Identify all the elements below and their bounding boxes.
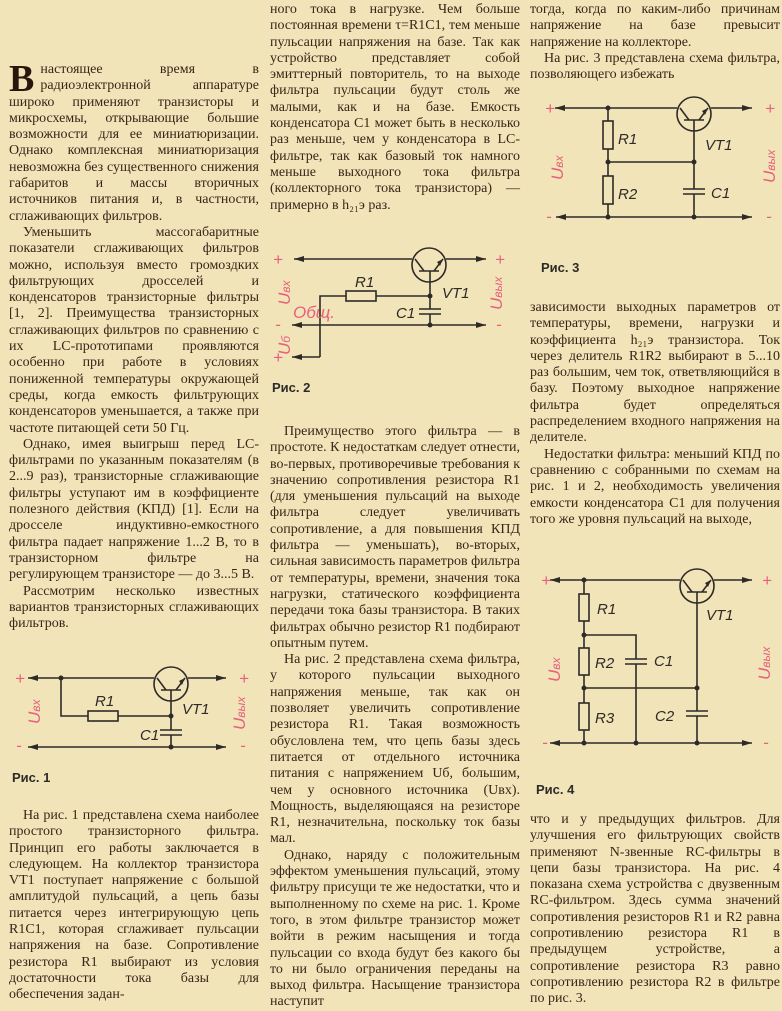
- paragraph: На рис. 3 представлена схема фильтра, позволяющего избежать: [530, 50, 780, 83]
- paragraph: зависимости выходных параметров от температуры, времени, нагрузки и коэффициента h₂₁э транзистора. Ток через делитель R1R2 выбирают в 5...10 раз большим, чем ток, ответвляющийся в базу. Поэтому выходное напряжение фильтра будет определяться распределением входного напряжения на делителе.: [530, 300, 780, 446]
- c1-label: C1: [396, 305, 416, 322]
- paragraph: Однако, имея выигрыш перед LC-фильтрами по указанным показателям (в 2...9 раз), транзисторные сглаживающие фильтры уступают им в коэффициенте полезного действия (КПД) [1]. Если на дросселе индуктивно-емкостного фильтра падает напряжение 1...2 В, то в транзисторном фильтре на регулирующем транзисторе — до 3...5 В.: [9, 436, 259, 583]
- figure-2-caption: Рис. 2: [272, 380, 311, 395]
- figure-2-schematic: [272, 248, 506, 395]
- plus-label: +: [273, 348, 283, 367]
- c1-label: C1: [711, 185, 731, 202]
- figure-4-caption: Рис. 4: [536, 782, 575, 797]
- minus-label: -: [240, 736, 246, 755]
- resistor-r3: [579, 703, 589, 730]
- resistor-r2: [603, 176, 613, 204]
- junction: [582, 633, 587, 638]
- junction: [606, 160, 611, 165]
- junction: [606, 106, 611, 111]
- plus-label: +: [239, 669, 249, 688]
- paragraph-text: настоящее время в радиоэлектронной аппаратуре широко применяют транзисторы и микросхемы, открывающие большие возможности для ее миниатюризации. Однако комплексная миниатюризация невозможна без существенного снижения габаритов и массы вторичных источников питания и, в частности, сглаживающих фильтров.: [9, 62, 259, 224]
- junction: [582, 741, 587, 746]
- paragraph: На рис. 1 представлена схема наиболее простого транзисторного фильтра. Принцип его работы заключается в следующем. На коллектор транзистора VT1 поступает напряжение с большой амплитудой пульсаций, а цепь базы питается через интегрирующую цепь R1C1, которая сглаживает пульсации напряжения на базе. Сопротивление резистора R1 выбирают из условия достаточности тока базы для обеспечения задан-: [9, 808, 259, 1003]
- output-voltage-label: Uвых: [755, 646, 774, 680]
- input-voltage-label: Uвх: [548, 155, 567, 180]
- figure-1-caption: Рис. 1: [12, 770, 51, 785]
- paragraph: Рассмотрим несколько известных вариантов транзисторных сглаживающих фильтров.: [9, 583, 259, 632]
- plus-label: +: [15, 669, 25, 688]
- vt1-label: VT1: [442, 285, 470, 302]
- plus-label: +: [545, 99, 555, 118]
- paragraph: Уменьшить массогабаритные показатели сглаживающих фильтров можно, используя вместо громоздких фильтрующих дросселей и конденсаторов транзисторные фильтры [1, 2]. Преимущества транзисторных сглаживающих фильтров по сравнению с их LC-прототипами проявляются особенно при работе в условиях пониженной температуры окружающей среды, когда емкость фильтрующих конденсаторов уменьшается, а также при частоте питающей сети 50 Гц.: [9, 224, 259, 436]
- junction: [169, 714, 174, 719]
- minus-label: -: [763, 733, 769, 752]
- junction: [582, 578, 587, 583]
- minus-label: -: [16, 736, 22, 755]
- input-voltage-label: Uвх: [545, 657, 564, 682]
- junction: [695, 686, 700, 691]
- output-voltage-label: Uвых: [760, 149, 779, 183]
- base-voltage-label: Uб: [275, 335, 294, 355]
- vt1-label: VT1: [705, 137, 733, 154]
- resistor-r2: [579, 648, 589, 675]
- vt1-label: VT1: [706, 607, 734, 624]
- junction: [169, 745, 174, 750]
- r2-label: R2: [618, 186, 638, 203]
- resistor-r1: [346, 291, 376, 301]
- c2-label: C2: [655, 708, 675, 725]
- drop-cap: В: [9, 58, 35, 100]
- r3-label: R3: [595, 710, 615, 727]
- output-voltage-label: Uвых: [230, 696, 249, 730]
- junction: [695, 741, 700, 746]
- plus-label: +: [495, 250, 505, 269]
- figure-3-caption: Рис. 3: [541, 260, 580, 275]
- minus-label: -: [275, 315, 281, 334]
- minus-label: -: [766, 207, 772, 226]
- paragraph: Недостатки фильтра: меньший КПД по сравнению с собранными по схемам на рис. 1 и 2, необходимость увеличения емкости конденсатора C1 для получения того же уровня пульсаций на выходе,: [530, 446, 780, 527]
- common-label: Общ.: [293, 303, 335, 322]
- input-voltage-label: Uвх: [275, 280, 294, 305]
- paragraph: Однако, наряду с положительным эффектом уменьшения пульсаций, этому фильтру присущи те же недостатки, что и выполненному по схеме на рис. 1. Кроме того, в этом фильтре транзистор может войти в режим насыщения и тогда пульсации со входа будут без какого бы то ни было ограничения переданы на выход фильтра. Насыщение транзистора наступит: [270, 847, 520, 1010]
- resistor-r1: [579, 594, 589, 621]
- junction: [428, 323, 433, 328]
- paragraph: что и у предыдущих фильтров. Для улучшения его фильтрующих свойств применяют N-звенные RC-фильтры в цепи базы транзистора. На рис. 4 показана схема устройства с двузвенным RC-фильтром. Здесь сумма значений сопротивления резисторов R1 и R2 равна сопротивлению резистора R1 в предыдущем устройстве, а сопротивление резистора R3 равно сопротивлению резистора R2 в фильтре по рис. 3.: [530, 812, 780, 1007]
- r2-label: R2: [595, 655, 615, 672]
- junction: [634, 741, 639, 746]
- junction: [59, 676, 64, 681]
- paragraph: ного тока в нагрузке. Чем больше постоянная времени τ=R1C1, тем меньше пульсации напряжения на базе. Так как устройство представляет собой эмиттерный повторитель, то на выходе фильтра пульсации будут столь же малыми, как и на базе. Емкость конденсатора C1 может быть в несколько раз меньше, чем у конденсатора в LC-фильтре, так как базовый ток намного меньше выходного тока фильтра (коллекторного тока транзистора) — примерно в h₂₁э раз.: [270, 2, 520, 213]
- plus-label: +: [765, 99, 775, 118]
- r1-label: R1: [355, 274, 375, 291]
- r1-label: R1: [95, 693, 115, 710]
- input-voltage-label: Uвх: [25, 699, 44, 724]
- vt1-label: VT1: [182, 701, 210, 718]
- minus-label: -: [542, 733, 548, 752]
- output-voltage-label: Uвых: [487, 276, 506, 310]
- figure-3-schematic: [541, 97, 779, 275]
- c1-label: C1: [140, 727, 160, 744]
- figure-1-schematic: [12, 667, 249, 785]
- resistor-r1: [88, 711, 118, 721]
- junction: [692, 160, 697, 165]
- plus-label: +: [273, 250, 283, 269]
- wire: [61, 678, 88, 716]
- minus-label: -: [496, 315, 502, 334]
- minus-label: -: [546, 207, 552, 226]
- plus-label: +: [541, 571, 551, 590]
- c1-label: C1: [654, 653, 674, 670]
- transistor-vt1: [412, 248, 446, 282]
- resistor-r1: [603, 121, 613, 149]
- junction: [428, 294, 433, 299]
- plus-label: +: [762, 571, 772, 590]
- r1-label: R1: [597, 601, 617, 618]
- paragraph: Преимущество этого фильтра — в простоте. К недостаткам следует отнести, во-первых, противоречивые требования к значению сопротивления резистора R1 (для уменьшения пульсаций на выходе фильтра следует увеличивать сопротивление, а для повышения КПД фильтра — уменьшать), во-вторых, сильная зависимость параметров фильтра от температуры, времени, значения тока нагрузки, статического коэффициента передачи тока базы транзистора. В таких фильтрах обычно резистор R1 подбирают опытным путем.: [270, 424, 520, 651]
- junction: [692, 215, 697, 220]
- figure-4-schematic: [536, 569, 774, 797]
- junction: [606, 215, 611, 220]
- r1-label: R1: [618, 131, 638, 148]
- paragraph: На рис. 2 представлена схема фильтра, у которого пульсации выходного напряжения меньше, так как он позволяет увеличить сопротивление резистора R1. Такая возможность обусловлена тем, что цепь базы здесь питается от отдельного источника питания с напряжением Uб, большим, чем у основного источника (Uвх). Мощность, выделяющаяся на резисторе R1, незначительна, поскольку ток базы мал.: [270, 652, 520, 847]
- paragraph: тогда, когда по каким-либо причинам напряжение на базе превысит напряжение на коллекторе.: [530, 2, 780, 50]
- junction: [582, 686, 587, 691]
